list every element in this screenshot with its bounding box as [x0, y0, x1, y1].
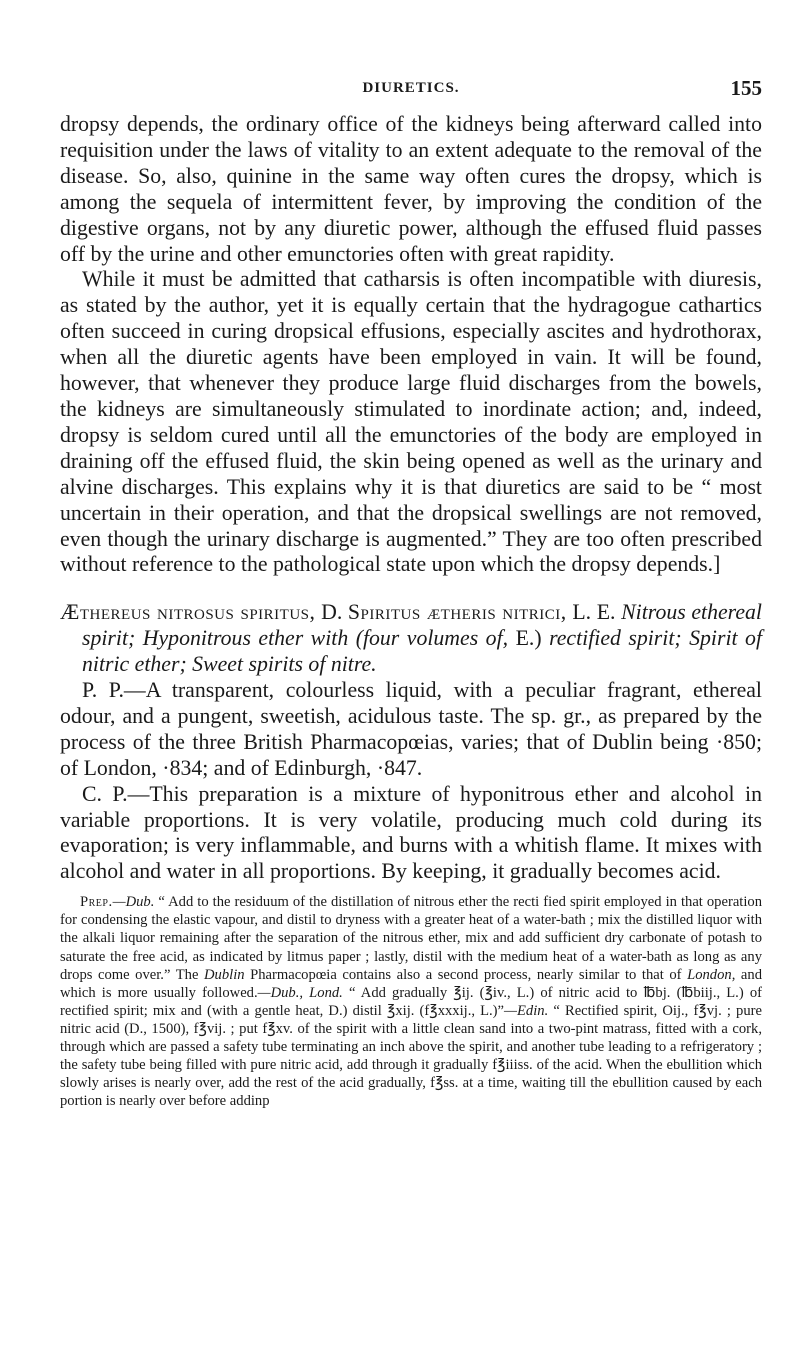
- cp-label: C. P.: [82, 781, 128, 806]
- latin-name-1: Æthereus nitrosus spiritus,: [60, 600, 316, 625]
- pp-text: —A transparent, colourless liquid, with a peculiar fragrant, ethereal odour, and a pungent, sweetish, acidulous taste. The sp. gr., as prepared by the process of the three British Pharmacopœias, varies; that of Dublin being ·850; of London, ·834; and of Edinburgh, ·847.: [60, 678, 762, 780]
- page-header: [60, 76, 762, 102]
- prep-text-1: “ Add to the residuum of the distillation of nitrous ether the recti fied spirit employed in that operation for condensing the elastic vapour, and distil to dryness with a greater heat of a water-bath ; mix the distilled liquor with the alkali liquor remaining after the separation of the nitrous ether, mix and add sufficient dry carbonate of potash to saturate the free acid, as indicated by litmus paper ; lastly, distil with the medium heat of a water-bath as long as any drops come over.” The: [60, 894, 762, 983]
- physical-properties: [60, 678, 762, 782]
- dub-ref: —Dub.: [112, 894, 155, 911]
- chemical-properties: [60, 782, 762, 886]
- prep-text-5: “ Rectified spirit, Oij., f℥vj. ; pure nitric acid (D., 1500), f℥vij. ; put f℥xv. of the spirit with a little clean sand into a two-pint matrass, fitted with a cork, through which are passed a safety tube terminating an inch above the spirit, and another tube leading to a refrigeratory ; the safety tube being filled with pure nitric acid, add through it gradually f℥iiiss. of the acid. When the ebullition which slowly arises is nearly over, add the rest of the acid gradually, f℥ss. at a time, waiting till the ebullition caused by each portion is nearly over before addinp: [60, 1002, 762, 1110]
- english-names-1: Nitrous ethereal spirit; Hyponitrous ether with (four volumes of,: [82, 600, 762, 651]
- page-body: [60, 112, 762, 1110]
- dublin-ref: D.: [321, 600, 343, 625]
- prep-text-2: Pharmacopœia contains also a second process, nearly similar to that of: [244, 966, 688, 983]
- london-italic: London,: [687, 966, 736, 983]
- edinburgh-ref: E.): [515, 626, 542, 651]
- edin-ref: —Edin.: [504, 1002, 549, 1019]
- cp-text: —This preparation is a mixture of hyponitrous ether and alcohol in variable proportions. It is very volatile, producing much cold during its evaporation; is very inflammable, and burns with a whitish flame. It mixes with alcohol and water in all proportions. By keeping, it gradually becomes acid.: [60, 781, 762, 884]
- entry-title: [60, 600, 762, 678]
- english-names-2: rectified spirit; Spirit of nitric ether; Sweet spirits of nitre.: [82, 626, 763, 677]
- london-edinburgh-ref: L. E.: [572, 600, 616, 625]
- dub-lond-ref: —Dub., Lond.: [257, 984, 343, 1001]
- page-number: 155: [730, 76, 762, 100]
- prep-text-3: and which is more usually followed.: [60, 966, 762, 1001]
- paragraph-catharsis: While it must be admitted that catharsis is often incompatible with diuresis, as stated by the author, yet it is equally certain that the hydragogue cathartics often succeed in curing dropsical effusions, especially ascites and hydrothorax, when all the diuretic agents have been employed in vain. It will be found, however, that whenever they produce large fluid discharges from the bowels, the kidneys are simultaneously stimulated to inordinate action; and, indeed, dropsy is seldom cured until all the emunctories of the body are employed in draining off the effused fluid, the skin being opened as well as the urinary and alvine discharges. This explains why it is that diuretics are said to be “ most uncertain in their operation, and that the dropsical swellings are not removed, even though the urinary discharge is augmented.” They are too often prescribed without reference to the pathological state upon which the dropsy depends.]: [60, 267, 762, 577]
- latin-name-2: Spiritus ætheris nitrici,: [347, 600, 567, 625]
- pp-label: P. P.: [82, 678, 124, 703]
- preparation-note: [60, 893, 762, 1110]
- running-head: DIURETICS.: [362, 80, 460, 96]
- paragraph-continuation: dropsy depends, the ordinary office of the kidneys being afterward called into requisition under the laws of vitality to an extent adequate to the removal of the disease. So, also, quinine in the same way often cures the dropsy, which is among the sequela of intermittent fever, by improving the condition of the digestive organs, not by any diuretic power, although the effused fluid passes off by the urine and other emunctories often with great rapidity.: [60, 112, 762, 266]
- prep-text-4: “ Add gradually ℥ij. (℥iv., L.) of nitric acid to ℔bj. (℔biij., L.) of rectified spirit; mix and (with a gentle heat, D.) distil ℥xij. (f℥xxxij., L.)”: [60, 984, 762, 1019]
- dublin-italic: Dublin: [204, 966, 245, 983]
- prep-label: Prep.: [80, 894, 113, 911]
